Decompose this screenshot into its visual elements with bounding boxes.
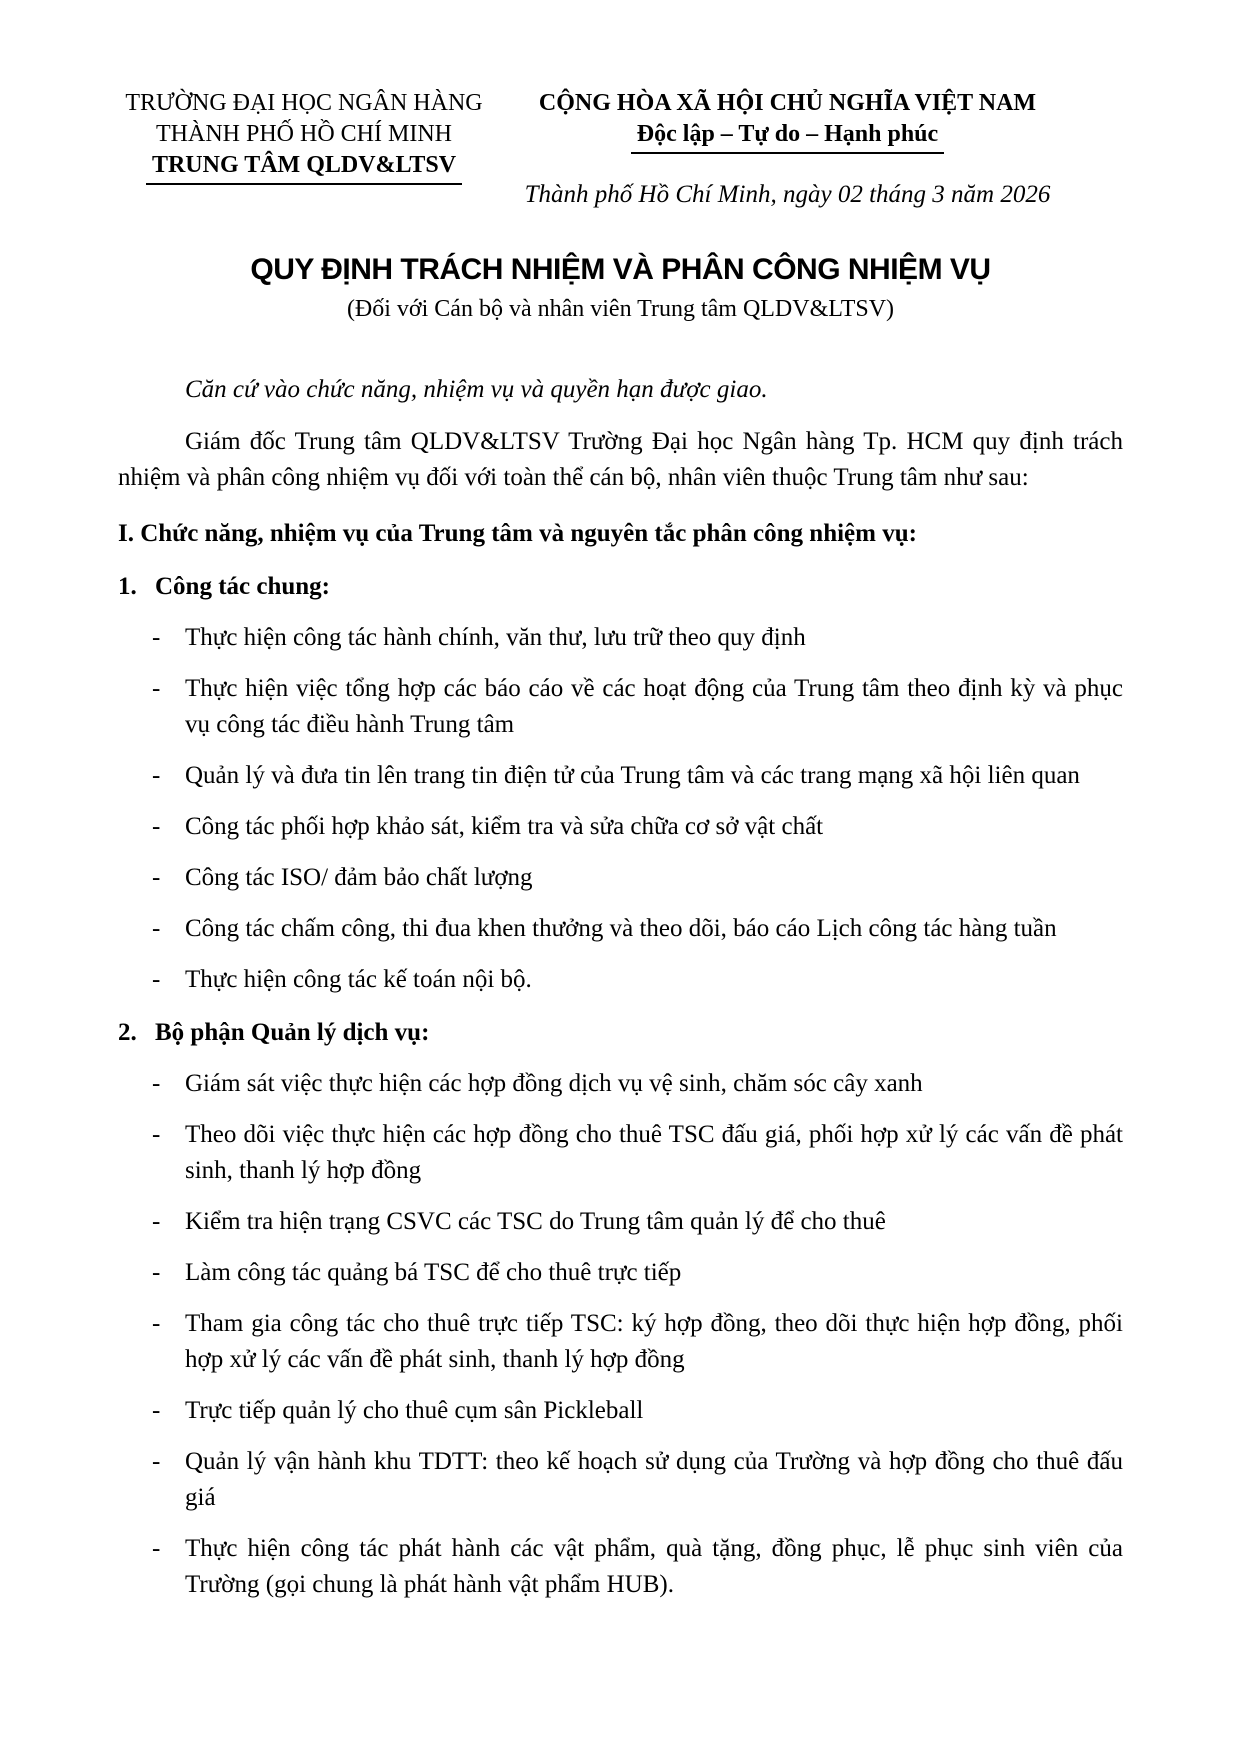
intro-paragraph: Giám đốc Trung tâm QLDV&LTSV Trường Đại học Ngân hàng Tp. HCM quy định trách nhiệm và phân công nhiệm vụ đối với toàn thể cán bộ, nhân viên thuộc Trung tâm như sau: xyxy=(118,428,1123,491)
list-item-text: Kiểm tra hiện trạng CSVC các TSC do Trung tâm quản lý để cho thuê xyxy=(185,1208,886,1235)
list-item-text: Công tác ISO/ đảm bảo chất lượng xyxy=(185,864,533,891)
bullet-dash: - xyxy=(152,624,161,651)
bullet-dash: - xyxy=(152,1121,161,1148)
org-unit-line: TRUNG TÂM QLDV&LTSV xyxy=(118,150,490,185)
list-item xyxy=(152,620,1123,656)
list-item xyxy=(152,860,1123,896)
subsection-heading-2 xyxy=(118,1015,1123,1051)
list-item-text: Thực hiện công tác phát hành các vật phẩm, quà tặng, đồng phục, lễ phục sinh viên của Trường (gọi chung là phát hành vật phẩm HUB). xyxy=(185,1535,1123,1598)
list-item-text: Thực hiện việc tổng hợp các báo cáo về các hoạt động của Trung tâm theo định kỳ và phục vụ công tác điều hành Trung tâm xyxy=(185,675,1123,738)
list-item-text: Trực tiếp quản lý cho thuê cụm sân Pickleball xyxy=(185,1397,644,1424)
list-item xyxy=(152,1204,1123,1240)
bullet-dash: - xyxy=(152,915,161,942)
document-subtitle: (Đối với Cán bộ và nhân viên Trung tâm QLDV&LTSV) xyxy=(346,296,895,322)
country-name-line: CỘNG HÒA XÃ HỘI CHỦ NGHĨA VIỆT NAM xyxy=(538,90,1037,116)
list-item xyxy=(152,1255,1123,1291)
subsection-label: Công tác chung: xyxy=(155,573,331,600)
bullet-dash: - xyxy=(152,1448,161,1475)
bullet-dash: - xyxy=(152,1535,161,1562)
list-item xyxy=(152,962,1123,998)
place-date-line: Thành phố Hồ Chí Minh, ngày 02 tháng 3 năm 2026 xyxy=(524,181,1051,208)
subsection-2-items xyxy=(118,1066,1123,1603)
bullet-dash: - xyxy=(152,864,161,891)
national-header-block xyxy=(490,88,1123,210)
list-item xyxy=(152,1531,1123,1603)
subsection-number: 2. xyxy=(118,1019,137,1046)
list-item xyxy=(152,809,1123,845)
list-item xyxy=(152,1393,1123,1429)
bullet-dash: - xyxy=(152,1070,161,1097)
list-item-text: Quản lý vận hành khu TDTT: theo kế hoạch sử dụng của Trường và hợp đồng cho thuê đấu giá xyxy=(185,1448,1123,1511)
bullet-dash: - xyxy=(152,966,161,993)
list-item xyxy=(152,911,1123,947)
subsection-number: 1. xyxy=(118,573,137,600)
legal-basis-line: Căn cứ vào chức năng, nhiệm vụ và quyền hạn được giao. xyxy=(185,376,768,403)
list-item-text: Giám sát việc thực hiện các hợp đồng dịch vụ vệ sinh, chăm sóc cây xanh xyxy=(185,1070,923,1097)
list-item-text: Làm công tác quảng bá TSC để cho thuê trực tiếp xyxy=(185,1259,682,1286)
list-item-text: Thực hiện công tác hành chính, văn thư, lưu trữ theo quy định xyxy=(185,624,806,651)
list-item-text: Theo dõi việc thực hiện các hợp đồng cho thuê TSC đấu giá, phối hợp xử lý các vấn đề phát sinh, thanh lý hợp đồng xyxy=(185,1121,1123,1184)
bullet-dash: - xyxy=(152,1208,161,1235)
list-item-text: Thực hiện công tác kế toán nội bộ. xyxy=(185,966,532,993)
list-item xyxy=(152,671,1123,743)
section-heading-I: I. Chức năng, nhiệm vụ của Trung tâm và nguyên tắc phân công nhiệm vụ: xyxy=(118,520,917,547)
document-header xyxy=(118,88,1123,210)
document-title: QUY ĐỊNH TRÁCH NHIỆM VÀ PHÂN CÔNG NHIỆM VỤ xyxy=(250,253,991,286)
org-name-line-2: THÀNH PHỐ HỒ CHÍ MINH xyxy=(156,121,452,147)
list-item-text: Công tác chấm công, thi đua khen thưởng và theo dõi, báo cáo Lịch công tác hàng tuần xyxy=(185,915,1057,942)
list-item-text: Quản lý và đưa tin lên trang tin điện tử của Trung tâm và các trang mạng xã hội liên quan xyxy=(185,762,1080,789)
list-item xyxy=(152,1117,1123,1189)
org-name-line-1: TRƯỜNG ĐẠI HỌC NGÂN HÀNG xyxy=(125,90,483,116)
bullet-dash: - xyxy=(152,1259,161,1286)
subsection-1-items xyxy=(118,620,1123,998)
subsection-label: Bộ phận Quản lý dịch vụ: xyxy=(155,1019,430,1046)
bullet-dash: - xyxy=(152,675,161,702)
bullet-dash: - xyxy=(152,1397,161,1424)
list-item xyxy=(152,1444,1123,1516)
list-item-text: Công tác phối hợp khảo sát, kiểm tra và sửa chữa cơ sở vật chất xyxy=(185,813,824,840)
list-item xyxy=(152,758,1123,794)
issuing-org-block xyxy=(118,88,490,185)
bullet-dash: - xyxy=(152,762,161,789)
national-motto-line: Độc lập – Tự do – Hạnh phúc xyxy=(500,119,1075,154)
list-item-text: Tham gia công tác cho thuê trực tiếp TSC: ký hợp đồng, theo dõi thực hiện hợp đồng, phối hợp xử lý các vấn đề phát sinh, thanh lý hợp đồng xyxy=(185,1310,1123,1373)
list-item xyxy=(152,1066,1123,1102)
list-item xyxy=(152,1306,1123,1378)
subsection-heading-1 xyxy=(118,569,1123,605)
bullet-dash: - xyxy=(152,1310,161,1337)
bullet-dash: - xyxy=(152,813,161,840)
